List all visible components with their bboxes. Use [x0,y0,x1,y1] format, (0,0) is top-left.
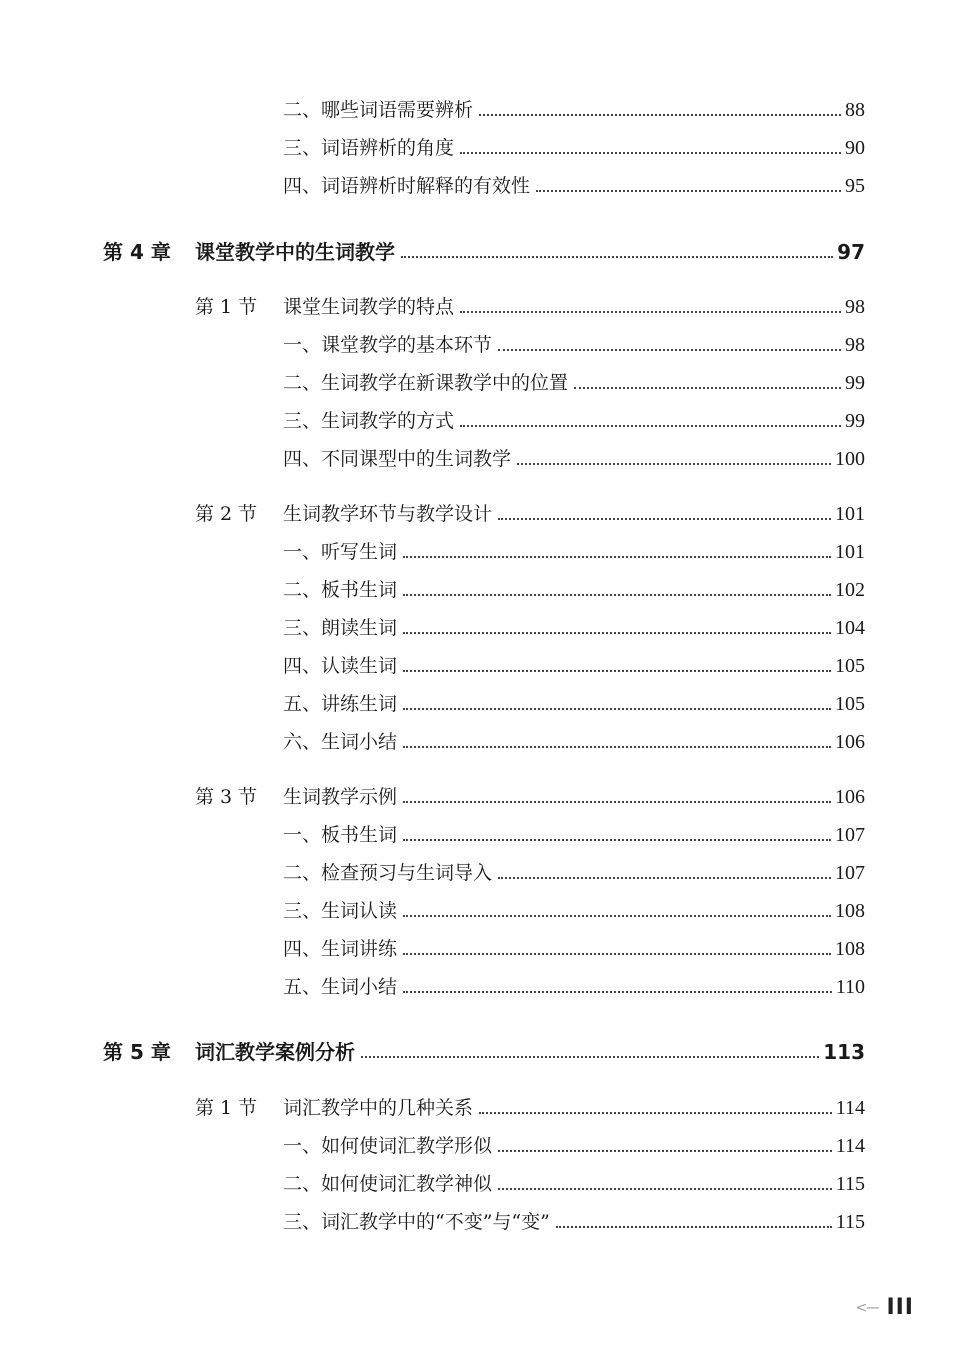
chapter-title: 词汇教学案例分析 [195,1040,355,1064]
toc-page-number: 98 [845,334,865,356]
chapter-number: 第 4 章 [103,240,171,264]
toc-page-number: 105 [835,655,865,677]
dot-leader [403,953,831,955]
dot-leader [403,915,831,917]
toc-item-label: 二、生词教学在新课教学中的位置 [283,372,569,394]
toc-item-label: 一、如何使词汇教学形似 [283,1135,493,1157]
toc-page-number: 108 [835,938,865,960]
toc-section[interactable] [195,496,865,526]
toc-item-label: 三、词汇教学中的“不变”与“变” [283,1211,550,1233]
toc-item-label: 四、生词讲练 [283,938,398,960]
dot-leader [403,556,831,558]
dot-leader [460,311,841,313]
toc-item[interactable] [283,403,865,433]
toc-item-label: 三、词语辨析的角度 [283,137,455,159]
toc-chapter-label [103,240,395,264]
dot-leader [460,152,841,154]
section-number: 第 3 节 [195,786,258,808]
toc-item[interactable] [283,327,865,357]
toc-item-label: 六、生词小结 [283,731,398,753]
toc-section[interactable] [195,1090,865,1120]
toc-page-number: 107 [835,824,865,846]
section-title: 生词教学环节与教学设计 [283,503,493,525]
section-title: 课堂生词教学的特点 [283,296,455,318]
toc-page-number: 114 [835,1097,865,1119]
toc-page-number: 114 [835,1135,865,1157]
toc-item[interactable] [283,610,865,640]
toc-item-label: 三、生词认读 [283,900,398,922]
dot-leader [403,801,831,803]
dot-leader [460,425,841,427]
toc-item-label: 三、生词教学的方式 [283,410,455,432]
toc-page-number: 88 [845,99,865,121]
dot-leader [401,256,833,258]
page-number: III [886,1295,914,1320]
toc-item[interactable] [283,572,865,602]
toc-item[interactable] [283,686,865,716]
toc-page-number: 110 [835,976,865,998]
section-title: 词汇教学中的几种关系 [283,1097,474,1119]
toc-item[interactable] [283,1166,865,1196]
toc-item[interactable] [283,817,865,847]
section-number: 第 2 节 [195,503,258,525]
toc-item-label: 五、讲练生词 [283,693,398,715]
page-footer [856,1295,914,1320]
section-title: 生词教学示例 [283,786,398,808]
toc-page-number: 101 [835,541,865,563]
dot-leader [403,991,832,993]
toc-item[interactable] [283,1128,865,1158]
toc-item[interactable] [283,969,865,999]
toc-item-label: 一、课堂教学的基本环节 [283,334,493,356]
dot-leader [556,1226,832,1228]
toc-item-label: 二、检查预习与生词导入 [283,862,493,884]
toc-page-number: 100 [835,448,865,470]
dot-leader [479,1112,832,1114]
toc-page-number: 105 [835,693,865,715]
dot-leader [403,708,831,710]
toc-page-number: 102 [835,579,865,601]
toc-item-label: 二、哪些词语需要辨析 [283,99,474,121]
toc-item[interactable] [283,855,865,885]
toc-item-label: 二、板书生词 [283,579,398,601]
toc-item[interactable] [283,130,865,160]
dot-leader [479,114,841,116]
dot-leader [536,190,841,192]
toc-page-number: 115 [835,1173,865,1195]
toc-item[interactable] [283,724,865,754]
dot-leader [498,1188,832,1190]
dot-leader [403,632,831,634]
dot-leader [361,1056,819,1058]
dot-leader [403,594,831,596]
toc-item-label: 四、认读生词 [283,655,398,677]
section-number: 第 1 节 [195,1097,258,1119]
toc-page-number: 99 [845,372,865,394]
arrow-left-icon: <--- [855,1299,879,1316]
toc-item[interactable] [283,365,865,395]
toc-item[interactable] [283,931,865,961]
dot-leader [403,746,831,748]
toc-page-number: 101 [835,503,865,525]
toc-page-number: 90 [845,137,865,159]
toc-item-label: 四、不同课型中的生词教学 [283,448,512,470]
toc-page-number: 95 [845,175,865,197]
toc-section-label [195,502,492,526]
dot-leader [403,839,831,841]
toc-item[interactable] [283,92,865,122]
toc-chapter[interactable] [103,1034,865,1064]
toc-page-number: 98 [845,296,865,318]
toc-section[interactable] [195,289,865,319]
dot-leader [498,1150,832,1152]
dot-leader [403,670,831,672]
toc-chapter[interactable] [103,234,865,264]
toc-section[interactable] [195,779,865,809]
toc-item[interactable] [283,1204,865,1234]
section-number: 第 1 节 [195,296,258,318]
toc-page-number: 106 [835,786,865,808]
toc-item[interactable] [283,441,865,471]
toc-page-number: 107 [835,862,865,884]
toc-item-label: 二、如何使词汇教学神似 [283,1173,493,1195]
toc-section-label [195,295,454,319]
toc-item[interactable] [283,168,865,198]
dot-leader [498,349,841,351]
dot-leader [498,877,831,879]
toc-page-number: 104 [835,617,865,639]
toc-section-label [195,1096,473,1120]
toc-item[interactable] [283,648,865,678]
chapter-number: 第 5 章 [103,1040,171,1064]
toc-page-number: 97 [837,240,865,264]
dot-leader [498,518,831,520]
toc-item-label: 三、朗读生词 [283,617,398,639]
toc-item-label: 五、生词小结 [283,976,398,998]
chapter-title: 课堂教学中的生词教学 [195,240,395,264]
toc-page-number: 99 [845,410,865,432]
toc-page-number: 113 [823,1040,865,1064]
toc-item-label: 四、词语辨析时解释的有效性 [283,175,531,197]
toc-chapter-label [103,1040,355,1064]
dot-leader [574,387,841,389]
toc-item-label: 一、板书生词 [283,824,398,846]
toc-item[interactable] [283,893,865,923]
toc-item-label: 一、听写生词 [283,541,398,563]
dot-leader [517,463,831,465]
toc-page-number: 108 [835,900,865,922]
toc-page-number: 115 [835,1211,865,1233]
toc-item[interactable] [283,534,865,564]
toc-page-number: 106 [835,731,865,753]
toc-section-label [195,785,397,809]
